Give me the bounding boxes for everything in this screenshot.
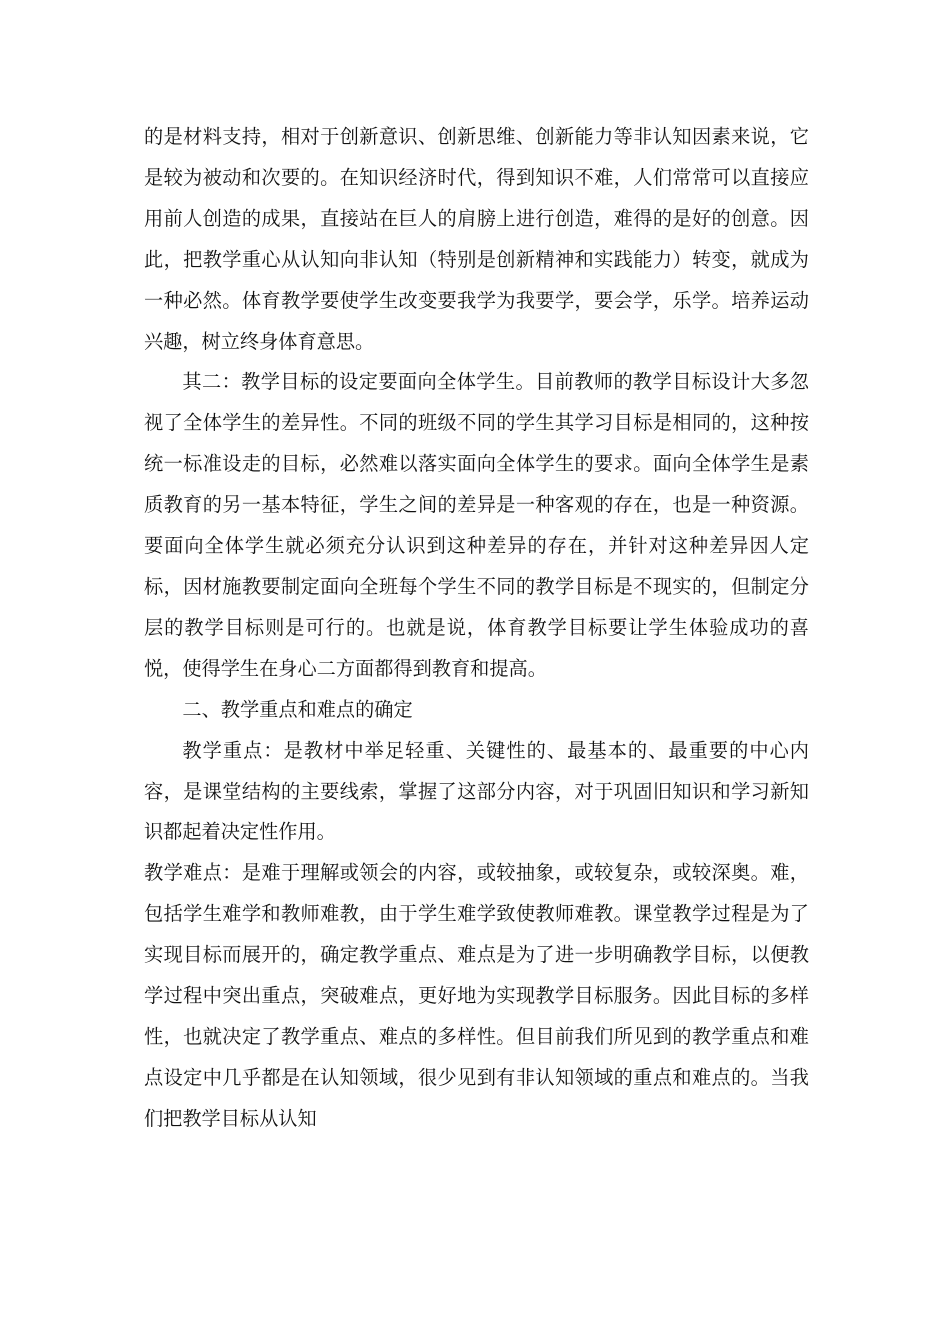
- document-body: [144, 117, 809, 1140]
- paragraph-teaching-difficulty: 教学难点：是难于理解或领会的内容，或较抽象，或较复杂，或较深奥。难，包括学生难学和教师难教，由于学生难学致使教师难教。课堂教学过程是为了实现目标而展开的，确定教学重点、难点是为了进一步明确教学目标，以便教学过程中突出重点，突破难点，更好地为实现教学目标服务。因此目标的多样性，也就决定了教学重点、难点的多样性。但目前我们所见到的教学重点和难点设定中几乎都是在认知领域，很少见到有非认知领域的重点和难点的。当我们把教学目标从认知: [144, 861, 809, 1130]
- section-heading: 二、教学重点和难点的确定: [182, 697, 413, 721]
- paragraph-continuation: 的是材料支持，相对于创新意识、创新思维、创新能力等非认知因素来说，它是较为被动和次要的。在知识经济时代，得到知识不难，人们常常可以直接应用前人创造的成果，直接站在巨人的肩膀上进行创造，难得的是好的创意。因此，把教学重心从认知向非认知（特别是创新精神和实践能力）转变，就成为一种必然。体育教学要使学生改变要我学为我要学，要会学，乐学。培养运动兴趣，树立终身体育意思。: [144, 125, 809, 353]
- paragraph-goal-all-students: 其二：教学目标的设定要面向全体学生。目前教师的教学目标设计大多忽视了全体学生的差异性。不同的班级不同的学生其学习目标是相同的，这种按统一标准设走的目标，必然难以落实面向全体学生的要求。面向全体学生是素质教育的另一基本特征，学生之间的差异是一种客观的存在，也是一种资源。要面向全体学生就必须充分认识到这种差异的存在，并针对这种差异因人定标，因材施教要制定面向全班每个学生不同的教学目标是不现实的，但制定分层的教学目标则是可行的。也就是说，体育教学目标要让学生体验成功的喜悦，使得学生在身心二方面都得到教育和提高。: [144, 370, 809, 680]
- paragraph-teaching-focus: 教学重点：是教材中举足轻重、关键性的、最基本的、最重要的中心内容，是课堂结构的主要线索，掌握了这部分内容，对于巩固旧知识和学习新知识都起着决定性作用。: [144, 738, 809, 844]
